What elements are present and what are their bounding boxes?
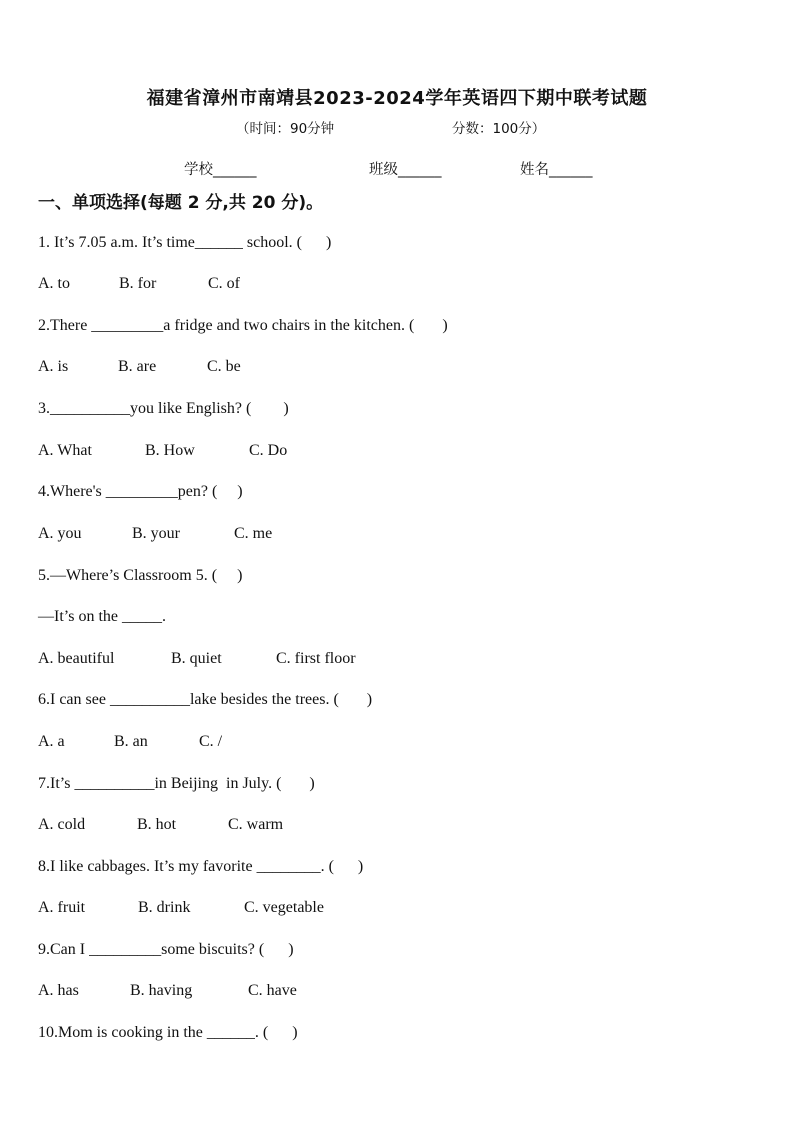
option-a: A. beautiful xyxy=(38,650,115,667)
option-c: C. vegetable xyxy=(244,899,324,916)
question-4: 4.Where's _________pen? ( ) xyxy=(38,483,243,500)
option-b: B. How xyxy=(145,442,195,459)
option-c: C. me xyxy=(234,525,273,542)
option-c: C. first floor xyxy=(276,650,356,667)
exam-meta xyxy=(0,117,794,137)
question-7: 7.It’s __________in Beijing in July. ( ) xyxy=(38,775,315,792)
option-b: B. are xyxy=(118,358,157,375)
question-10: 10.Mom is cooking in the ______. ( ) xyxy=(38,1024,298,1041)
question-9: 9.Can I _________some biscuits? ( ) xyxy=(38,941,294,958)
option-c: C. / xyxy=(199,733,223,750)
question-5: 5.—Where’s Classroom 5. ( ) xyxy=(38,567,243,584)
exam-score: 分数：100分） xyxy=(452,121,546,137)
exam-title: 福建省漳州市南靖县2023-2024学年英语四下期中联考试题 xyxy=(146,88,648,109)
student-info xyxy=(0,158,794,180)
option-c: C. Do xyxy=(249,442,288,459)
option-a: A. you xyxy=(38,525,82,542)
class-field: 班级______ xyxy=(369,162,442,178)
question-2: 2.There _________a fridge and two chairs in the kitchen. ( ) xyxy=(38,317,448,334)
question-1: 1. It’s 7.05 a.m. It’s time______ school. ( ) xyxy=(38,234,332,251)
question-3: 3.__________you like English? ( ) xyxy=(38,400,289,417)
option-b: B. for xyxy=(119,275,157,292)
option-a: A. a xyxy=(38,733,65,750)
option-b: B. having xyxy=(130,982,193,999)
option-c: C. have xyxy=(248,982,297,999)
option-b: B. hot xyxy=(137,816,177,833)
section-title: 一、单项选择(每题 2 分,共 20 分)。 xyxy=(38,193,324,213)
question-8: 8.I like cabbages. It’s my favorite ________. ( ) xyxy=(38,858,364,875)
question-6: 6.I can see __________lake besides the trees. ( ) xyxy=(38,691,373,708)
option-c: C. warm xyxy=(228,816,284,833)
school-field: 学校______ xyxy=(184,162,257,178)
option-b: B. an xyxy=(114,733,148,750)
option-a: A. cold xyxy=(38,816,86,833)
option-b: B. drink xyxy=(138,899,191,916)
option-a: A. to xyxy=(38,275,70,292)
option-b: B. your xyxy=(132,525,180,542)
option-b: B. quiet xyxy=(171,650,222,667)
option-a: A. What xyxy=(38,442,92,459)
question-5-answer-line: —It’s on the _____. xyxy=(38,608,166,625)
option-c: C. be xyxy=(207,358,241,375)
name-field: 姓名______ xyxy=(520,162,593,178)
option-a: A. is xyxy=(38,358,69,375)
exam-time: （时间：90分钟 xyxy=(236,121,335,137)
option-a: A. fruit xyxy=(38,899,86,916)
option-a: A. has xyxy=(38,982,79,999)
option-c: C. of xyxy=(208,275,240,292)
